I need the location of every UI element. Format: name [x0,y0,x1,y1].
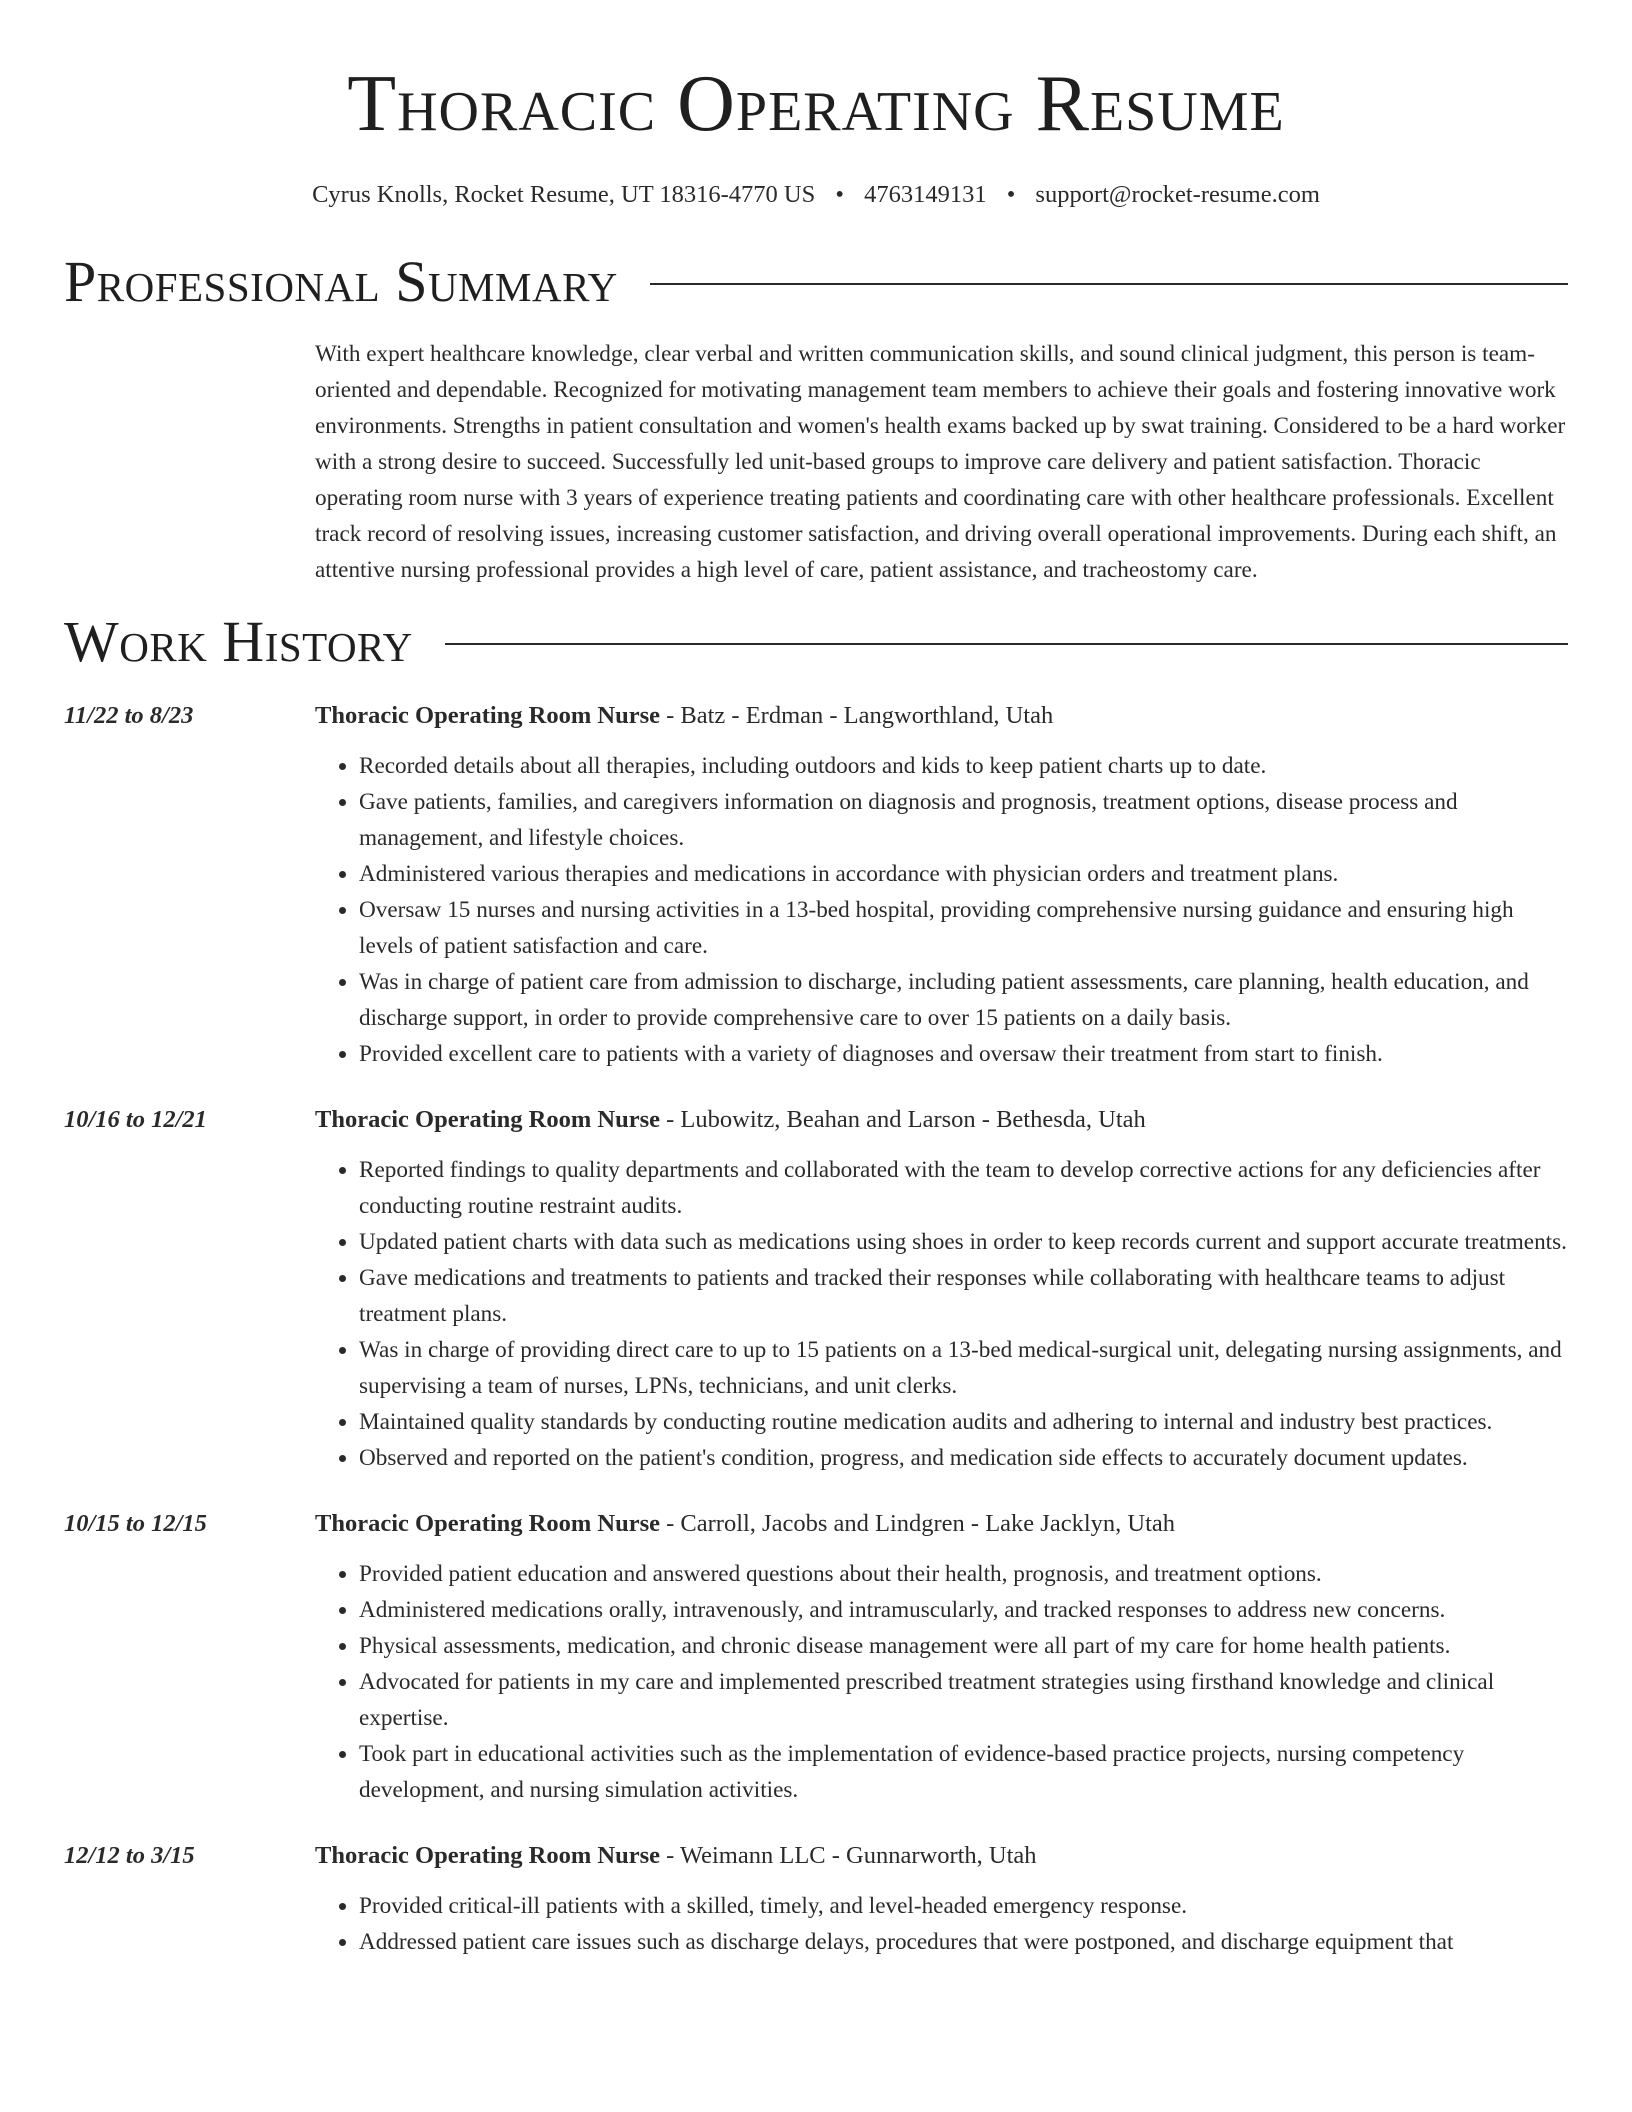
job-entry [64,1838,1568,1960]
summary-section-header [64,250,1568,314]
job-title: Thoracic Operating Room Nurse [315,1842,660,1869]
job-bullet: • Provided excellent care to patients with a variety of diagnoses and oversaw their treatment from start to finish. [359,1036,1568,1072]
job-bullet: • Provided patient education and answered questions about their health, prognosis, and treatment options. [359,1556,1568,1592]
job-header [315,1838,1568,1874]
job-header [315,1102,1568,1138]
job-bullet: • Was in charge of patient care from admission to discharge, including patient assessments, care planning, health education, and discharge support, in order to provide comprehensive care to over 15 patients on a daily basis. [359,964,1568,1036]
job-bullet: • Was in charge of providing direct care to up to 15 patients on a 13-bed medical-surgical unit, delegating nursing assignments, and supervising a team of nurses, LPNs, technicians, and unit clerks. [359,1332,1568,1404]
resume-title: Thoracic Operating Resume [347,60,1285,148]
resume-page [64,0,1568,1960]
job-bullet-list [315,1556,1568,1808]
job-bullet: • Gave patients, families, and caregivers information on diagnosis and prognosis, treatment options, disease process and management, and lifestyle choices. [359,784,1568,856]
job-bullet: • Observed and reported on the patient's condition, progress, and medication side effects to accurately document updates. [359,1440,1568,1476]
job-employer: - Batz - Erdman - Langworthland, Utah [660,702,1054,729]
summary-heading: Professional Summary [64,249,618,314]
job-title: Thoracic Operating Room Nurse [315,1510,660,1537]
job-bullet: • Gave medications and treatments to patients and tracked their responses while collaborating with healthcare teams to adjust treatment plans. [359,1260,1568,1332]
contact-separator: • [1006,181,1016,208]
job-bullet: • Reported findings to quality departments and collaborated with the team to develop corrective actions for any deficiencies after conducting routine restraint audits. [359,1152,1568,1224]
work-section-header [64,610,1568,674]
job-entry [64,1506,1568,1808]
work-heading: Work History [64,609,413,674]
job-details [315,1838,1568,1960]
job-title: Thoracic Operating Room Nurse [315,1106,660,1133]
job-details [315,698,1568,1072]
job-bullet-list [315,1152,1568,1476]
job-employer: - Lubowitz, Beahan and Larson - Bethesda, Utah [660,1106,1146,1133]
job-bullet: • Recorded details about all therapies, including outdoors and kids to keep patient charts up to date. [359,748,1568,784]
job-entry [64,1102,1568,1476]
job-bullet: • Provided critical-ill patients with a skilled, timely, and level-headed emergency response. [359,1888,1568,1924]
contact-phone: 4763149131 [864,181,987,208]
job-entry [64,698,1568,1072]
job-bullet-list [315,1888,1568,1960]
job-dates: 10/15 to 12/15 [64,1510,207,1537]
job-dates: 12/12 to 3/15 [64,1842,195,1869]
job-bullet: • Updated patient charts with data such as medications using shoes in order to keep records current and support accurate treatments. [359,1224,1568,1260]
job-bullet: • Administered various therapies and medications in accordance with physician orders and treatment plans. [359,856,1568,892]
job-dates: 10/16 to 12/21 [64,1106,207,1133]
job-bullet: • Took part in educational activities such as the implementation of evidence-based practice projects, nursing competency development, and nursing simulation activities. [359,1736,1568,1808]
job-bullet: • Oversaw 15 nurses and nursing activities in a 13-bed hospital, providing comprehensive nursing guidance and ensuring high levels of patient satisfaction and care. [359,892,1568,964]
job-title: Thoracic Operating Room Nurse [315,702,660,729]
job-details [315,1102,1568,1476]
contact-address: Cyrus Knolls, Rocket Resume, UT 18316-4770 US [312,181,816,208]
job-header [315,1506,1568,1542]
job-employer: - Weimann LLC - Gunnarworth, Utah [660,1842,1037,1869]
job-bullet-list [315,748,1568,1072]
job-dates: 11/22 to 8/23 [64,702,194,729]
job-header [315,698,1568,734]
work-history-list [64,698,1568,1960]
job-employer: - Carroll, Jacobs and Lindgren - Lake Jacklyn, Utah [660,1510,1176,1537]
job-bullet: • Addressed patient care issues such as discharge delays, procedures that were postponed, and discharge equipment that [359,1924,1568,1960]
contact-separator: • [835,181,844,208]
job-bullet: • Advocated for patients in my care and implemented prescribed treatment strategies using firsthand knowledge and clinical expertise. [359,1664,1568,1736]
job-bullet: • Maintained quality standards by conducting routine medication audits and adhering to internal and industry best practices. [359,1404,1568,1440]
contact-email[interactable]: support@rocket-resume.com [1035,181,1320,208]
section-divider [650,283,1568,285]
job-details [315,1506,1568,1808]
job-bullet: • Physical assessments, medication, and chronic disease management were all part of my care for home health patients. [359,1628,1568,1664]
section-divider [445,643,1568,645]
contact-line [64,180,1568,210]
summary-text: With expert healthcare knowledge, clear verbal and written communication skills, and sound clinical judgment, this person is team-oriented and dependable. Recognized for motivating management team members to achieve their goals and fostering innovative work environments. Strengths in patient consultation and women's health exams backed up by swat training. Considered to be a hard worker with a strong desire to succeed. Successfully led unit-based groups to improve care delivery and patient satisfaction. Thoracic operating room nurse with 3 years of experience treating patients and coordinating care with other healthcare professionals. Excellent track record of resolving issues, increasing customer satisfaction, and driving overall operational improvements. During each shift, an attentive nursing professional provides a high level of care, patient assistance, and tracheostomy care. [315,341,1566,583]
job-bullet: • Administered medications orally, intravenously, and intramuscularly, and tracked responses to address new concerns. [359,1592,1568,1628]
